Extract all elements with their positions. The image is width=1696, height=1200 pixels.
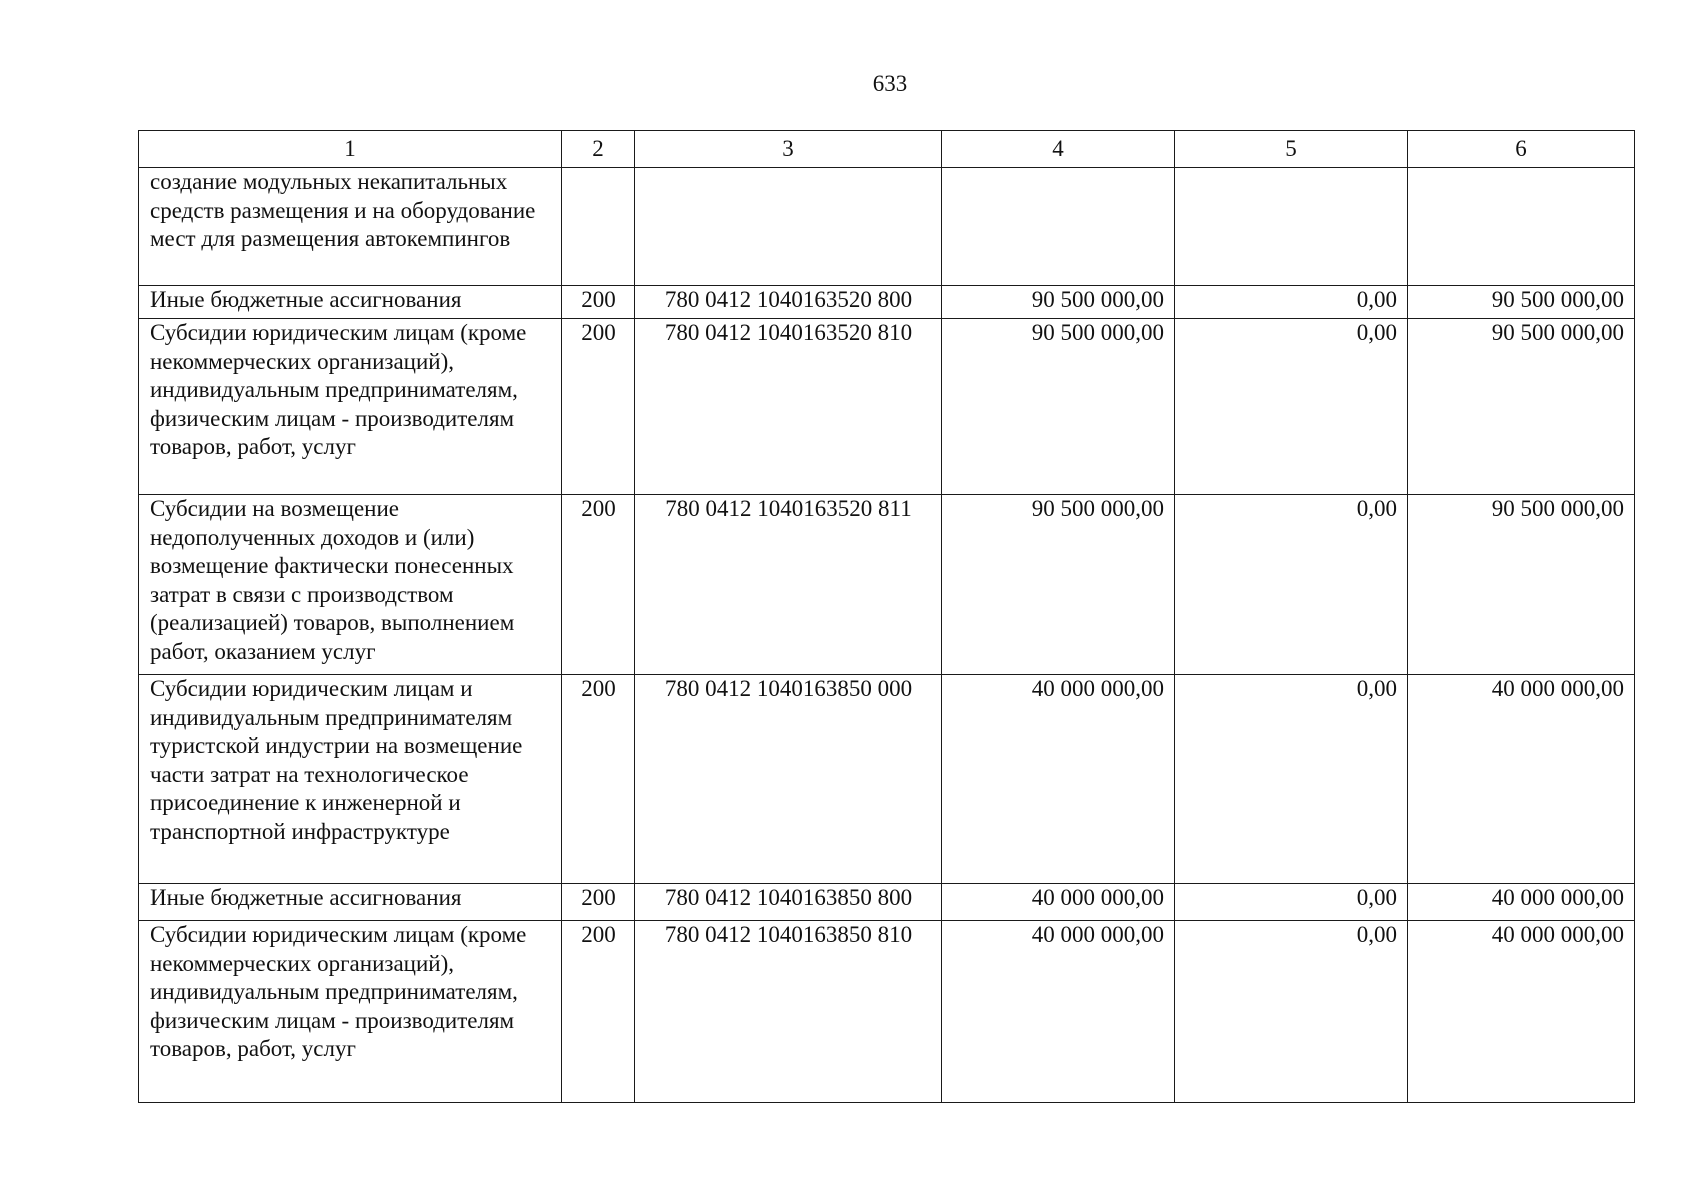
- row-ved-cell: 200: [562, 884, 635, 921]
- header-row: [139, 131, 1635, 168]
- row-change-cell: 0,00: [1175, 675, 1408, 884]
- row-total-cell: 90 500 000,00: [1408, 319, 1635, 495]
- row-sum-cell: 40 000 000,00: [942, 884, 1175, 921]
- row-ved-cell: 200: [562, 286, 635, 319]
- row-ved-cell: 200: [562, 921, 635, 1103]
- row-name-cell: Субсидии на возмещение недополученных доходов и (или) возмещение фактически понесенных затрат в связи с производством (реализацией) товаров, выполнением работ, оказанием услуг: [139, 495, 562, 675]
- row-change-cell: 0,00: [1175, 884, 1408, 921]
- row-ved-cell: 200: [562, 495, 635, 675]
- table-row: [139, 921, 1635, 1103]
- row-code-cell: 780 0412 1040163850 000: [635, 675, 942, 884]
- column-header: 4: [942, 131, 1175, 168]
- row-total-cell: 40 000 000,00: [1408, 921, 1635, 1103]
- page-number: 633: [872, 71, 908, 96]
- row-ved-cell: 200: [562, 319, 635, 495]
- row-name-cell: Иные бюджетные ассигнования: [139, 884, 562, 921]
- row-sum-cell: 90 500 000,00: [942, 286, 1175, 319]
- table-row: [139, 286, 1635, 319]
- row-code-cell: 780 0412 1040163520 811: [635, 495, 942, 675]
- row-change-cell: [1175, 168, 1408, 286]
- column-header: 1: [139, 131, 562, 168]
- row-sum-cell: 40 000 000,00: [942, 921, 1175, 1103]
- row-sum-cell: [942, 168, 1175, 286]
- row-code-cell: 780 0412 1040163850 810: [635, 921, 942, 1103]
- row-total-cell: 90 500 000,00: [1408, 495, 1635, 675]
- row-total-cell: [1408, 168, 1635, 286]
- budget-table: [138, 130, 1635, 1103]
- column-header: 5: [1175, 131, 1408, 168]
- row-change-cell: 0,00: [1175, 495, 1408, 675]
- row-total-cell: 90 500 000,00: [1408, 286, 1635, 319]
- row-ved-cell: [562, 168, 635, 286]
- row-sum-cell: 40 000 000,00: [942, 675, 1175, 884]
- table-row: [139, 319, 1635, 495]
- column-header: 6: [1408, 131, 1635, 168]
- row-code-cell: 780 0412 1040163520 800: [635, 286, 942, 319]
- row-code-cell: 780 0412 1040163850 800: [635, 884, 942, 921]
- row-change-cell: 0,00: [1175, 921, 1408, 1103]
- row-code-cell: [635, 168, 942, 286]
- column-header: 3: [635, 131, 942, 168]
- row-sum-cell: 90 500 000,00: [942, 495, 1175, 675]
- table-row: [139, 495, 1635, 675]
- column-header: 2: [562, 131, 635, 168]
- row-name-cell: Иные бюджетные ассигнования: [139, 286, 562, 319]
- row-sum-cell: 90 500 000,00: [942, 319, 1175, 495]
- row-name-cell: создание модульных некапитальных средств размещения и на оборудование мест для размещения автокемпингов: [139, 168, 562, 286]
- row-name-cell: Субсидии юридическим лицам (кроме некоммерческих организаций), индивидуальным предпринимателям, физическим лицам - производителям товаров, работ, услуг: [139, 921, 562, 1103]
- row-ved-cell: 200: [562, 675, 635, 884]
- row-total-cell: 40 000 000,00: [1408, 675, 1635, 884]
- table-row: [139, 168, 1635, 286]
- table-row: [139, 675, 1635, 884]
- row-change-cell: 0,00: [1175, 286, 1408, 319]
- row-total-cell: 40 000 000,00: [1408, 884, 1635, 921]
- table-row: [139, 884, 1635, 921]
- row-name-cell: Субсидии юридическим лицам и индивидуальным предпринимателям туристской индустрии на возмещение части затрат на технологическое присоединение к инженерной и транспортной инфраструктуре: [139, 675, 562, 884]
- row-name-cell: Субсидии юридическим лицам (кроме некоммерческих организаций), индивидуальным предпринимателям, физическим лицам - производителям товаров, работ, услуг: [139, 319, 562, 495]
- row-code-cell: 780 0412 1040163520 810: [635, 319, 942, 495]
- row-change-cell: 0,00: [1175, 319, 1408, 495]
